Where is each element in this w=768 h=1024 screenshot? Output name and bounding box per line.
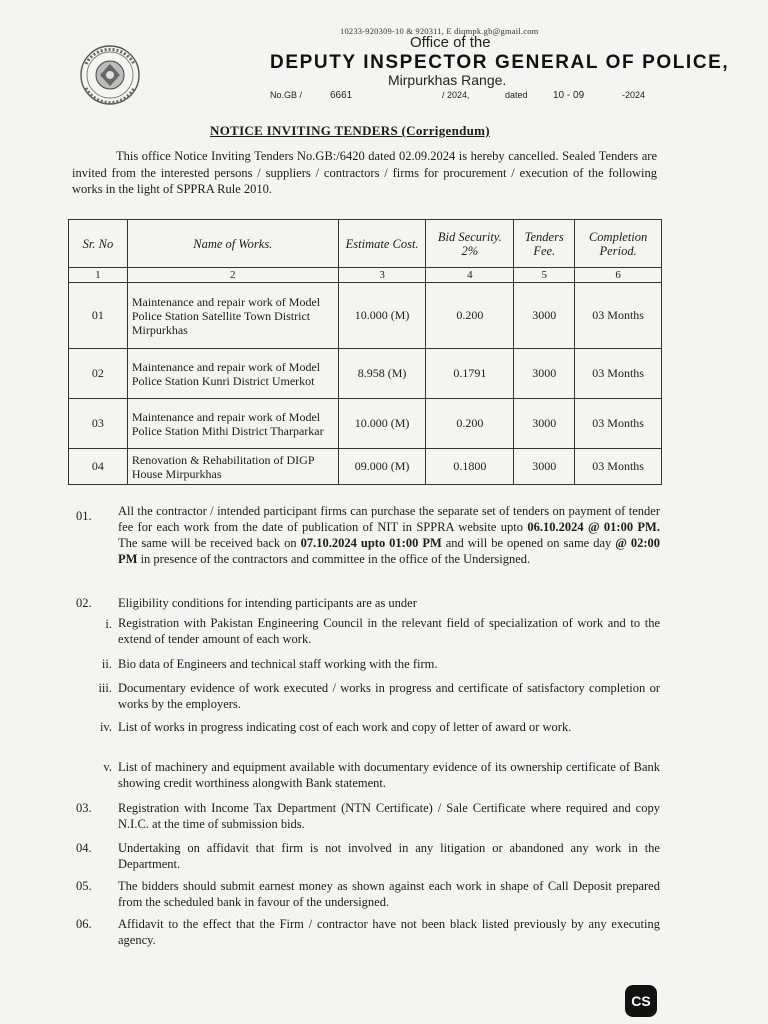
cell-sr: 02 <box>69 349 128 399</box>
cell-bid: 0.1791 <box>426 349 514 399</box>
header-tenders-fee: Tenders Fee. <box>514 220 575 268</box>
ref-label: No.GB / <box>270 90 303 100</box>
date-day-month: 10 - 09 <box>553 90 585 101</box>
header-bid-security: Bid Security. 2% <box>426 220 514 268</box>
col-number: 3 <box>338 268 426 283</box>
cell-period: 03 Months <box>575 449 662 485</box>
letterhead-department: DEPUTY INSPECTOR GENERAL OF POLICE, <box>270 52 730 73</box>
date-year: -2024 <box>622 90 646 100</box>
cell-period: 03 Months <box>575 283 662 349</box>
sub-clause-number: v. <box>103 760 112 774</box>
header-estimate-cost: Estimate Cost. <box>338 220 426 268</box>
clause-06-number: 06. <box>76 917 92 931</box>
cell-bid: 0.200 <box>426 399 514 449</box>
ref-year: / 2024, <box>442 90 470 100</box>
clause-05-text: The bidders should submit earnest money as shown against each work in shape of Call Deposit prepared from the scheduled bank in favour of the undersigned. <box>118 879 660 909</box>
cell-bid: 0.200 <box>426 283 514 349</box>
cell-cost: 10.000 (M) <box>338 399 426 449</box>
clause-01-deadline-purchase: 06.10.2024 @ 01:00 PM. <box>527 520 660 534</box>
col-number: 6 <box>575 268 662 283</box>
cell-sr: 01 <box>69 283 128 349</box>
cell-work-name: Maintenance and repair work of Model Police Station Satellite Town District Mirpurkhas <box>127 283 338 349</box>
table-row <box>69 449 662 485</box>
cell-sr: 03 <box>69 399 128 449</box>
col-number: 4 <box>426 268 514 283</box>
sub-clause-text: Bio data of Engineers and technical staff working with the firm. <box>118 657 438 671</box>
cell-work-name: Renovation & Rehabilitation of DIGP House Mirpurkhas <box>127 449 338 485</box>
cell-cost: 10.000 (M) <box>338 283 426 349</box>
police-seal-emblem <box>76 44 144 106</box>
sub-clause-text: List of works in progress indicating cost of each work and copy of letter of award or work. <box>118 720 572 734</box>
letterhead-office-of: Office of the <box>410 34 491 51</box>
cell-sr: 04 <box>69 449 128 485</box>
cell-fee: 3000 <box>514 399 575 449</box>
cell-fee: 3000 <box>514 349 575 399</box>
clause-01-part4: in presence of the contractors and committee in the office of the Undersigned. <box>137 552 531 566</box>
sub-clause-number: i. <box>105 617 112 631</box>
table-row <box>69 399 662 449</box>
clause-03-text: Registration with Income Tax Department (NTN Certificate) / Sale Certificate where required and copy N.I.C. at the time of submission bids. <box>118 801 660 831</box>
clause-02-number: 02. <box>76 596 92 610</box>
header-completion-period: Completion Period. <box>575 220 662 268</box>
clause-01-deadline-receive: 07.10.2024 upto 01:00 PM <box>300 536 442 550</box>
clause-01-part2: The same will be received back on <box>118 536 301 550</box>
clause-01-number: 01. <box>76 509 92 523</box>
column-number-row <box>69 268 662 283</box>
header-sr-no: Sr. No <box>69 220 128 268</box>
clause-02-text: Eligibility conditions for intending participants are as under <box>118 596 417 610</box>
cell-bid: 0.1800 <box>426 449 514 485</box>
col-number: 1 <box>69 268 128 283</box>
clause-06-text: Affidavit to the effect that the Firm / contractor have not been black listed previously by any executing agency. <box>118 917 660 947</box>
notice-title: NOTICE INVITING TENDERS (Corrigendum) <box>210 123 490 138</box>
scanner-watermark-badge: CS <box>625 985 657 1017</box>
col-number: 5 <box>514 268 575 283</box>
clause-01-part1: All the contractor / intended participant firms can purchase the separate set of tenders on payment of tender fee for each work from the date of publication of NIT in SPPRA website upto <box>118 504 660 534</box>
sub-clause-text: Registration with Pakistan Engineering Council in the relevant field of specialization of work and to the extend of tender amount of each work. <box>118 616 660 646</box>
cell-cost: 09.000 (M) <box>338 449 426 485</box>
cell-cost: 8.958 (M) <box>338 349 426 399</box>
clause-01-part3: and will be opened on same day <box>441 536 616 550</box>
clause-05-number: 05. <box>76 879 92 893</box>
sub-clause-number: iii. <box>98 681 112 695</box>
letterhead-contact: 10233-920309-10 & 920311, E diqmpk.gb@gmail.com <box>340 26 539 36</box>
cell-period: 03 Months <box>575 349 662 399</box>
cell-work-name: Maintenance and repair work of Model Police Station Kunri District Umerkot <box>127 349 338 399</box>
cell-work-name: Maintenance and repair work of Model Police Station Mithi District Tharparkar <box>127 399 338 449</box>
clause-01-text <box>118 503 660 567</box>
table-header-row <box>69 220 662 268</box>
sub-clause-text: List of machinery and equipment available with documentary evidence of its ownership certificate of Bank showing credit worthiness alongwith Bank statement. <box>118 760 660 790</box>
clause-04-number: 04. <box>76 841 92 855</box>
sub-clause-number: ii. <box>101 657 112 671</box>
letterhead-range: Mirpurkhas Range. <box>388 72 507 88</box>
col-number: 2 <box>127 268 338 283</box>
header-name-of-works: Name of Works. <box>127 220 338 268</box>
table-row <box>69 349 662 399</box>
clause-01-opening-time: @ 02:00 PM <box>118 536 661 566</box>
table-row <box>69 283 662 349</box>
notice-intro: This office Notice Inviting Tenders No.GB:/6420 dated 02.09.2024 is hereby cancelled. Sealed Tenders are invited from the interested persons / suppliers / contractors / firms for procurement / execution of the following works in the light of SPPRA Rule 2010. <box>72 149 657 196</box>
cell-period: 03 Months <box>575 399 662 449</box>
sub-clause-number: iv. <box>99 720 112 734</box>
ref-number: 6661 <box>330 90 353 101</box>
tender-works-table <box>68 219 662 485</box>
clause-04-text: Undertaking on affidavit that firm is not involved in any litigation or abandoned any work in the Department. <box>118 841 660 871</box>
sub-clause-text: Documentary evidence of work executed / works in progress and certificate of satisfactory completion or works by the employers. <box>118 681 660 711</box>
cell-fee: 3000 <box>514 449 575 485</box>
clause-03-number: 03. <box>76 801 92 815</box>
cell-fee: 3000 <box>514 283 575 349</box>
dated-label: dated <box>505 90 528 100</box>
